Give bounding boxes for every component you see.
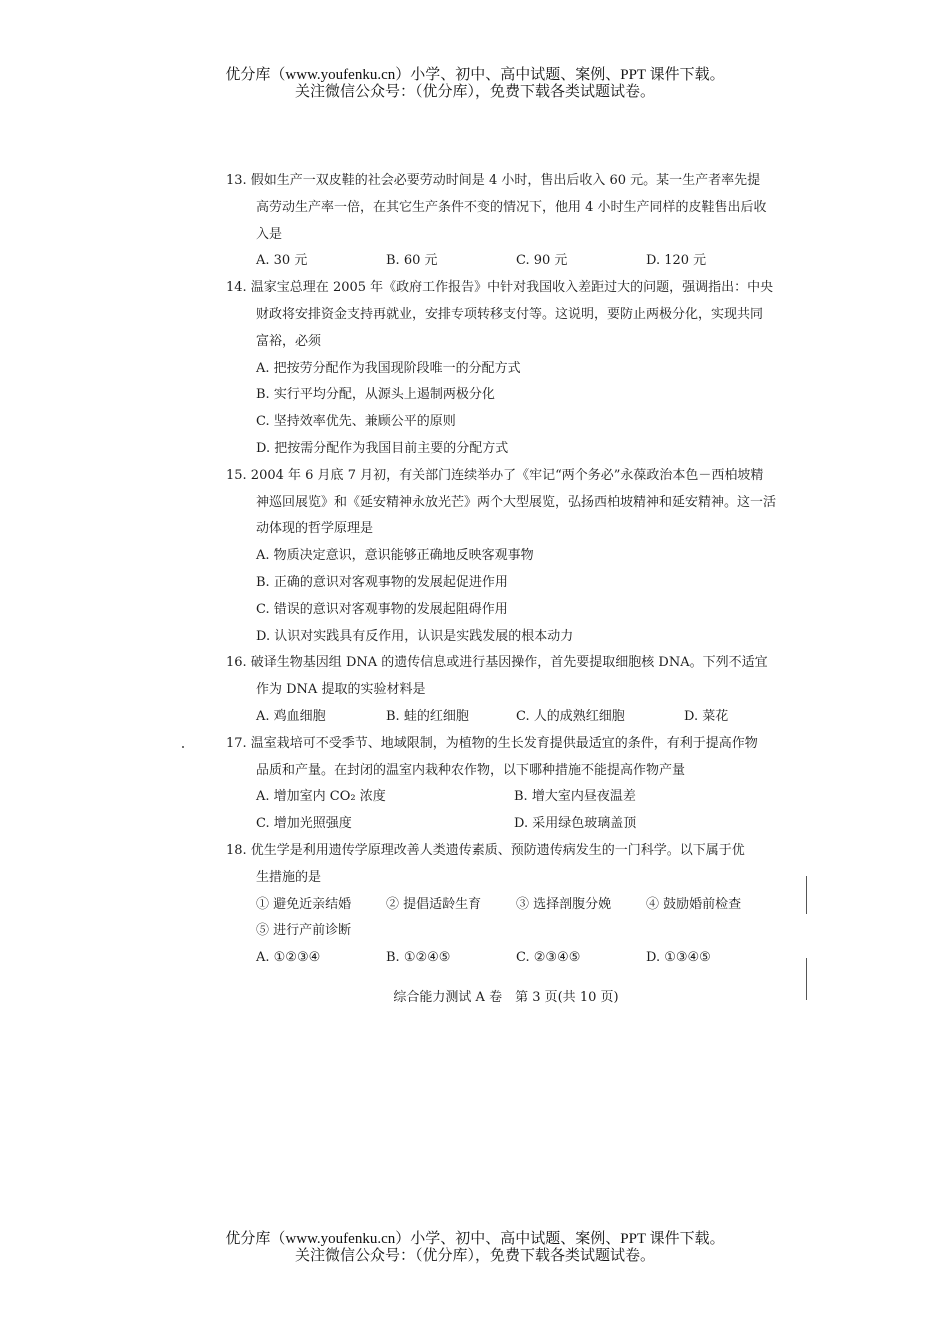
option-d: D. 采用绿色玻璃盖顶 xyxy=(514,816,637,832)
bottom-banner xyxy=(0,1231,950,1265)
measure-5: ⑤ 进行产前诊断 xyxy=(256,923,352,939)
question-18-options xyxy=(226,945,786,972)
question-17-line-2: 品质和产量。在封闭的温室内栽种农作物，以下哪种措施不能提高作物产量 xyxy=(256,762,686,778)
question-16-line-1: 16. 破译生物基因组 DNA 的遗传信息或进行基因操作，首先要提取细胞核 DNA。下列不适宜 xyxy=(226,655,768,671)
question-17-options-row-1 xyxy=(226,784,786,811)
option-c: C. 增加光照强度 xyxy=(256,816,352,832)
question-16-line-2: 作为 DNA 提取的实验材料是 xyxy=(256,682,426,698)
banner-line-2: 关注微信公众号：（优分库），免费下载各类试题试卷。 xyxy=(294,84,655,100)
page-footer: 综合能力测试 A 卷 第 3 页(共 10 页) xyxy=(393,990,619,1005)
option-d: D. ①③④⑤ xyxy=(646,950,711,966)
question-18 xyxy=(226,838,786,972)
question-17-options-row-2 xyxy=(226,811,786,838)
option-c: C. ②③④⑤ xyxy=(516,950,581,966)
option-a: A. 鸡血细胞 xyxy=(256,708,326,724)
option-c: C. 坚持效率优先、兼顾公平的原则 xyxy=(256,414,456,430)
question-14-line-2: 财政将安排资金支持再就业，安排专项转移支付等。这说明，要防止两极分化，实现共同 xyxy=(256,306,764,322)
question-18-measures-row-2 xyxy=(226,918,786,945)
option-b: B. 60 元 xyxy=(386,253,438,269)
option-a: A. ①②③④ xyxy=(256,950,321,966)
question-16 xyxy=(226,650,786,730)
top-banner xyxy=(0,67,950,101)
option-d: D. 认识对实践具有反作用，认识是实践发展的根本动力 xyxy=(256,628,574,644)
option-b: B. ①②④⑤ xyxy=(386,950,451,966)
scan-edge-mark xyxy=(806,958,807,1000)
option-a: A. 物质决定意识，意识能够正确地反映客观事物 xyxy=(256,548,534,564)
measure-3: ③ 选择剖腹分娩 xyxy=(516,896,612,912)
scan-edge-mark xyxy=(806,876,807,914)
exam-page-scan xyxy=(226,168,786,972)
question-17-line-1: 17. 温室栽培可不受季节、地域限制，为植物的生长发育提供最适宜的条件，有利于提高作物 xyxy=(226,735,758,751)
question-16-options xyxy=(226,704,786,731)
banner-line-1: 优分库（www.youfenku.cn）小学、初中、高中试题、案例、PPT 课件下载。 xyxy=(225,1231,725,1247)
option-b: B. 增大室内昼夜温差 xyxy=(514,789,636,805)
option-b: B. 蛙的红细胞 xyxy=(386,708,469,724)
question-15 xyxy=(226,463,786,651)
option-d: D. 菜花 xyxy=(684,708,729,724)
question-13-options xyxy=(226,248,786,275)
option-d: D. 把按需分配作为我国目前主要的分配方式 xyxy=(256,440,509,456)
banner-line-1: 优分库（www.youfenku.cn）小学、初中、高中试题、案例、PPT 课件下载。 xyxy=(225,67,725,83)
question-15-line-2: 神巡回展览》和《延安精神永放光芒》两个大型展览，弘扬西柏坡精神和延安精神。这一活 xyxy=(256,494,777,510)
banner-line-2: 关注微信公众号：（优分库），免费下载各类试题试卷。 xyxy=(294,1248,655,1264)
question-17 xyxy=(226,731,786,838)
option-b: B. 实行平均分配，从源头上遏制两极分化 xyxy=(256,387,495,403)
option-a: A. 把按劳分配作为我国现阶段唯一的分配方式 xyxy=(256,360,521,376)
question-14 xyxy=(226,275,786,463)
option-b: B. 正确的意识对客观事物的发展起促进作用 xyxy=(256,574,508,590)
measure-2: ② 提倡适龄生育 xyxy=(386,896,482,912)
measure-1: ① 避免近亲结婚 xyxy=(256,896,352,912)
option-c: C. 错误的意识对客观事物的发展起阻碍作用 xyxy=(256,601,508,617)
question-13-line-2: 高劳动生产率一倍，在其它生产条件不变的情况下，他用 4 小时生产同样的皮鞋售出后收 xyxy=(256,199,767,215)
question-18-measures-row-1 xyxy=(226,892,786,919)
question-14-line-1: 14. 温家宝总理在 2005 年《政府工作报告》中针对我国收入差距过大的问题，强调指出：中央 xyxy=(226,280,774,296)
question-14-line-3: 富裕，必须 xyxy=(256,333,322,349)
question-13-line-1: 13. 假如生产一双皮鞋的社会必要劳动时间是 4 小时，售出后收入 60 元。某一生产者率先提 xyxy=(226,173,761,188)
question-13 xyxy=(226,168,786,275)
option-a: A. 30 元 xyxy=(256,253,308,269)
question-15-line-3: 动体现的哲学原理是 xyxy=(256,521,374,537)
question-13-line-3: 入是 xyxy=(256,226,283,242)
question-18-line-2: 生措施的是 xyxy=(256,869,322,885)
scan-speck xyxy=(182,746,184,748)
measure-4: ④ 鼓励婚前检查 xyxy=(646,896,742,912)
question-15-line-1: 15. 2004 年 6 月底 7 月初，有关部门连续举办了《牢记“两个务必”永葆政治本色－西柏坡精 xyxy=(226,467,764,483)
option-a: A. 增加室内 CO₂ 浓度 xyxy=(256,789,386,805)
option-d: D. 120 元 xyxy=(646,253,707,269)
question-18-line-1: 18. 优生学是利用遗传学原理改善人类遗传素质、预防遗传病发生的一门科学。以下属于优 xyxy=(226,842,745,858)
option-c: C. 90 元 xyxy=(516,253,568,269)
option-c: C. 人的成熟红细胞 xyxy=(516,708,625,724)
